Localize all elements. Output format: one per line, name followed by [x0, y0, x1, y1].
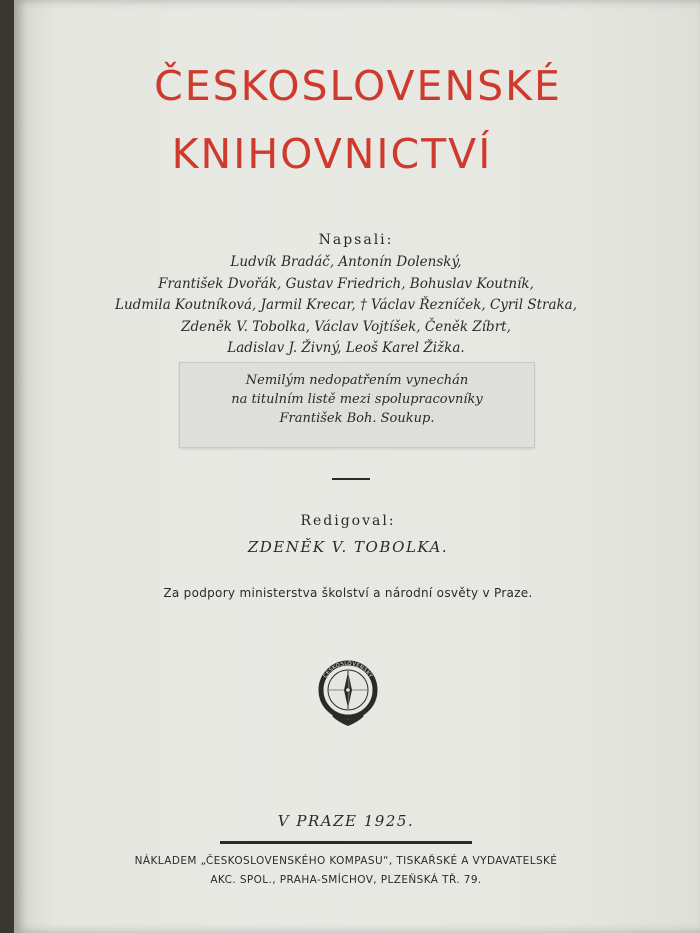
- publisher-line: AKC. SPOL., PRAHA-SMÍCHOV, PLZEŇSKÁ TŘ. 79.: [210, 874, 482, 886]
- place-date: V PRAZE 1925.: [277, 812, 415, 830]
- editor-name: ZDENĚK V. TOBOLKA.: [247, 538, 449, 556]
- title-line-2: KNIHOVNICTVÍ: [171, 130, 493, 178]
- erratum-line: František Boh. Soukup.: [279, 411, 435, 426]
- erratum-text: [180, 371, 534, 428]
- support-line: Za podpory ministerstva školství a národní osvěty v Praze.: [163, 586, 533, 600]
- publisher-imprint: [0, 852, 696, 890]
- erratum-line: Nemilým nedopatřením vynechán: [245, 373, 469, 388]
- emblem-text: ČESKOSLOVENSKÝ: [322, 660, 374, 680]
- author-line: František Dvořák, Gustav Friedrich, Bohuslav Koutník,: [158, 275, 534, 292]
- divider-long: [220, 841, 472, 844]
- erratum-line: na titulním listě mezi spolupracovníky: [231, 392, 483, 407]
- title-line-1: ČESKOSLOVENSKÉ: [154, 62, 562, 110]
- author-line: Zdeněk V. Tobolka, Václav Vojtíšek, Čeněk Zíbrt,: [181, 318, 511, 335]
- erratum-slip: [179, 362, 535, 448]
- author-line: Ludvík Bradáč, Antonín Dolenský,: [230, 254, 462, 270]
- authors-label: Napsali:: [318, 232, 394, 248]
- author-line: Ladislav J. Živný, Leoš Karel Žižka.: [227, 340, 465, 356]
- editor-label: Redigoval:: [300, 513, 396, 529]
- author-line: Ludmila Koutníková, Jarmil Krecar, † Václav Řezníček, Cyril Straka,: [114, 297, 578, 313]
- compass-emblem-icon: [314, 656, 382, 728]
- publisher-line: NÁKLADEM „ČESKOSLOVENSKÉHO KOMPASU“, TISKAŘSKÉ A VYDAVATELSKÉ: [134, 855, 558, 867]
- authors-list: [0, 252, 696, 360]
- divider: [332, 478, 370, 480]
